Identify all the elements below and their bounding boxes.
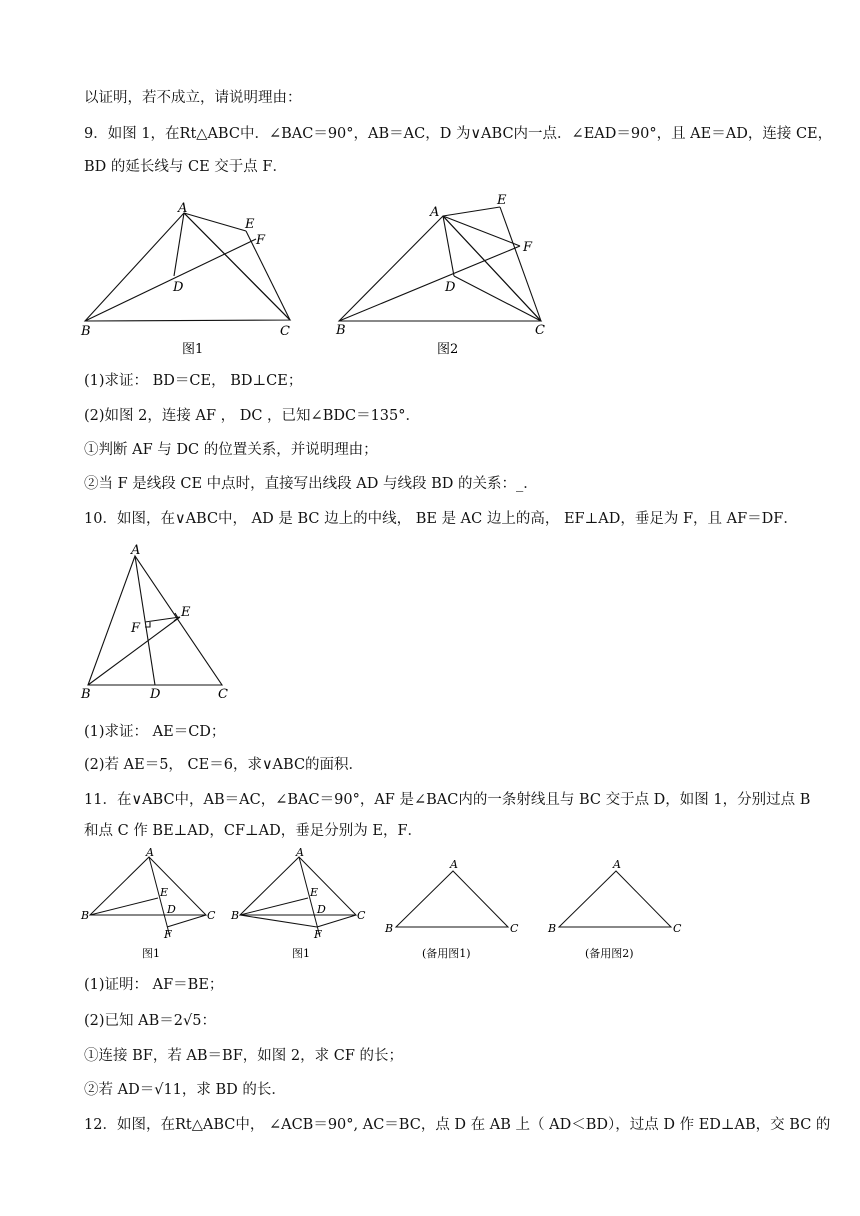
label-b: B bbox=[231, 909, 240, 922]
label-f: F bbox=[314, 928, 322, 941]
question-9-stem-cont: BD 的延长线与 CE 交于点 F． bbox=[84, 159, 287, 175]
question-9-part-2: (2)如图 2，连接 AF ， DC ，已知∠BDC＝135°． bbox=[84, 408, 421, 424]
figure-caption: 图1 bbox=[292, 947, 310, 960]
label-c: C bbox=[280, 324, 290, 339]
label-c: C bbox=[535, 323, 545, 338]
question-9-part-2-1: ①判断 AF 与 DC 的位置关系，并说明理由； bbox=[84, 442, 378, 458]
label-b: B bbox=[548, 922, 557, 935]
label-e: E bbox=[160, 886, 169, 899]
label-e: E bbox=[245, 217, 255, 232]
question-11-stem: 11．在∨ABC中，AB＝AC，∠BAC＝90°，AF 是∠BAC内的一条射线且与 BC 交于点 D，如图 1，分别过点 B bbox=[84, 792, 811, 808]
label-c: C bbox=[673, 922, 682, 935]
label-c: C bbox=[510, 922, 519, 935]
label-d: D bbox=[445, 280, 456, 295]
label-d: D bbox=[317, 903, 326, 916]
figure-9-1 bbox=[78, 198, 308, 358]
question-11-part-2-2: ②若 AD＝√11，求 BD 的长． bbox=[84, 1082, 286, 1098]
question-11-part-1: (1)证明： AF＝BE； bbox=[84, 977, 224, 993]
label-e: E bbox=[181, 605, 191, 620]
label-d: D bbox=[150, 687, 161, 702]
label-a: A bbox=[296, 846, 304, 859]
label-f: F bbox=[523, 240, 533, 255]
figure-11-spare-2 bbox=[543, 855, 693, 963]
label-a: A bbox=[613, 858, 621, 871]
label-a: A bbox=[146, 846, 154, 859]
label-f: F bbox=[131, 621, 141, 636]
label-b: B bbox=[81, 909, 90, 922]
figure-caption: (备用图1) bbox=[422, 947, 471, 960]
question-10-part-2: (2)若 AE＝5， CE＝6，求∨ABC的面积． bbox=[84, 757, 364, 773]
label-a: A bbox=[131, 543, 141, 558]
figure-9-2 bbox=[333, 188, 563, 358]
label-d: D bbox=[167, 903, 176, 916]
label-c: C bbox=[357, 909, 366, 922]
figure-caption: (备用图2) bbox=[585, 947, 634, 960]
figure-caption: 图2 bbox=[437, 342, 459, 357]
label-b: B bbox=[81, 687, 91, 702]
question-11-stem-cont: 和点 C 作 BE⊥AD，CF⊥AD，垂足分别为 E，F． bbox=[84, 823, 423, 839]
question-11-part-2: (2)已知 AB＝2√5： bbox=[84, 1013, 216, 1029]
question-11-part-2-1: ①连接 BF，若 AB＝BF，如图 2，求 CF 的长； bbox=[84, 1048, 403, 1064]
question-9-stem: 9．如图 1，在Rt△ABC中．∠BAC＝90°，AB＝AC，D 为∨ABC内一点．∠EAD＝90°，且 AE＝AD，连接 CE， bbox=[84, 126, 833, 142]
figure-10 bbox=[78, 540, 248, 700]
figure-caption: 图1 bbox=[142, 947, 160, 960]
figure-caption: 图1 bbox=[182, 342, 204, 357]
question-12-stem: 12．如图，在Rt△ABC中， ∠ACB＝90°, AC＝BC，点 D 在 AB 上（ AD＜BD），过点 D 作 ED⊥AB，交 BC 的 bbox=[84, 1117, 831, 1133]
figure-11-2 bbox=[228, 845, 378, 963]
figure-11-spare-1 bbox=[380, 855, 530, 963]
question-9-part-1: (1)求证： BD＝CE， BD⊥CE； bbox=[84, 373, 303, 389]
text-line: 以证明，若不成立，请说明理由： bbox=[84, 90, 302, 106]
label-b: B bbox=[336, 323, 346, 338]
label-f: F bbox=[256, 233, 266, 248]
question-10-stem: 10．如图，在∨ABC中， AD 是 BC 边上的中线， BE 是 AC 边上的高， EF⊥AD，垂足为 F，且 AF＝DF． bbox=[84, 511, 798, 527]
label-a: A bbox=[450, 858, 458, 871]
label-d: D bbox=[173, 280, 184, 295]
label-a: A bbox=[430, 205, 440, 220]
label-b: B bbox=[81, 324, 91, 339]
figure-11-1 bbox=[78, 845, 228, 963]
label-b: B bbox=[385, 922, 394, 935]
label-a: A bbox=[178, 201, 188, 216]
label-c: C bbox=[207, 909, 216, 922]
label-f: F bbox=[164, 928, 172, 941]
question-9-part-2-2: ②当 F 是线段 CE 中点时，直接写出线段 AD 与线段 BD 的关系：_． bbox=[84, 476, 538, 492]
label-c: C bbox=[218, 687, 228, 702]
label-e: E bbox=[310, 886, 319, 899]
question-10-part-1: (1)求证： AE＝CD； bbox=[84, 724, 226, 740]
label-e: E bbox=[497, 193, 507, 208]
